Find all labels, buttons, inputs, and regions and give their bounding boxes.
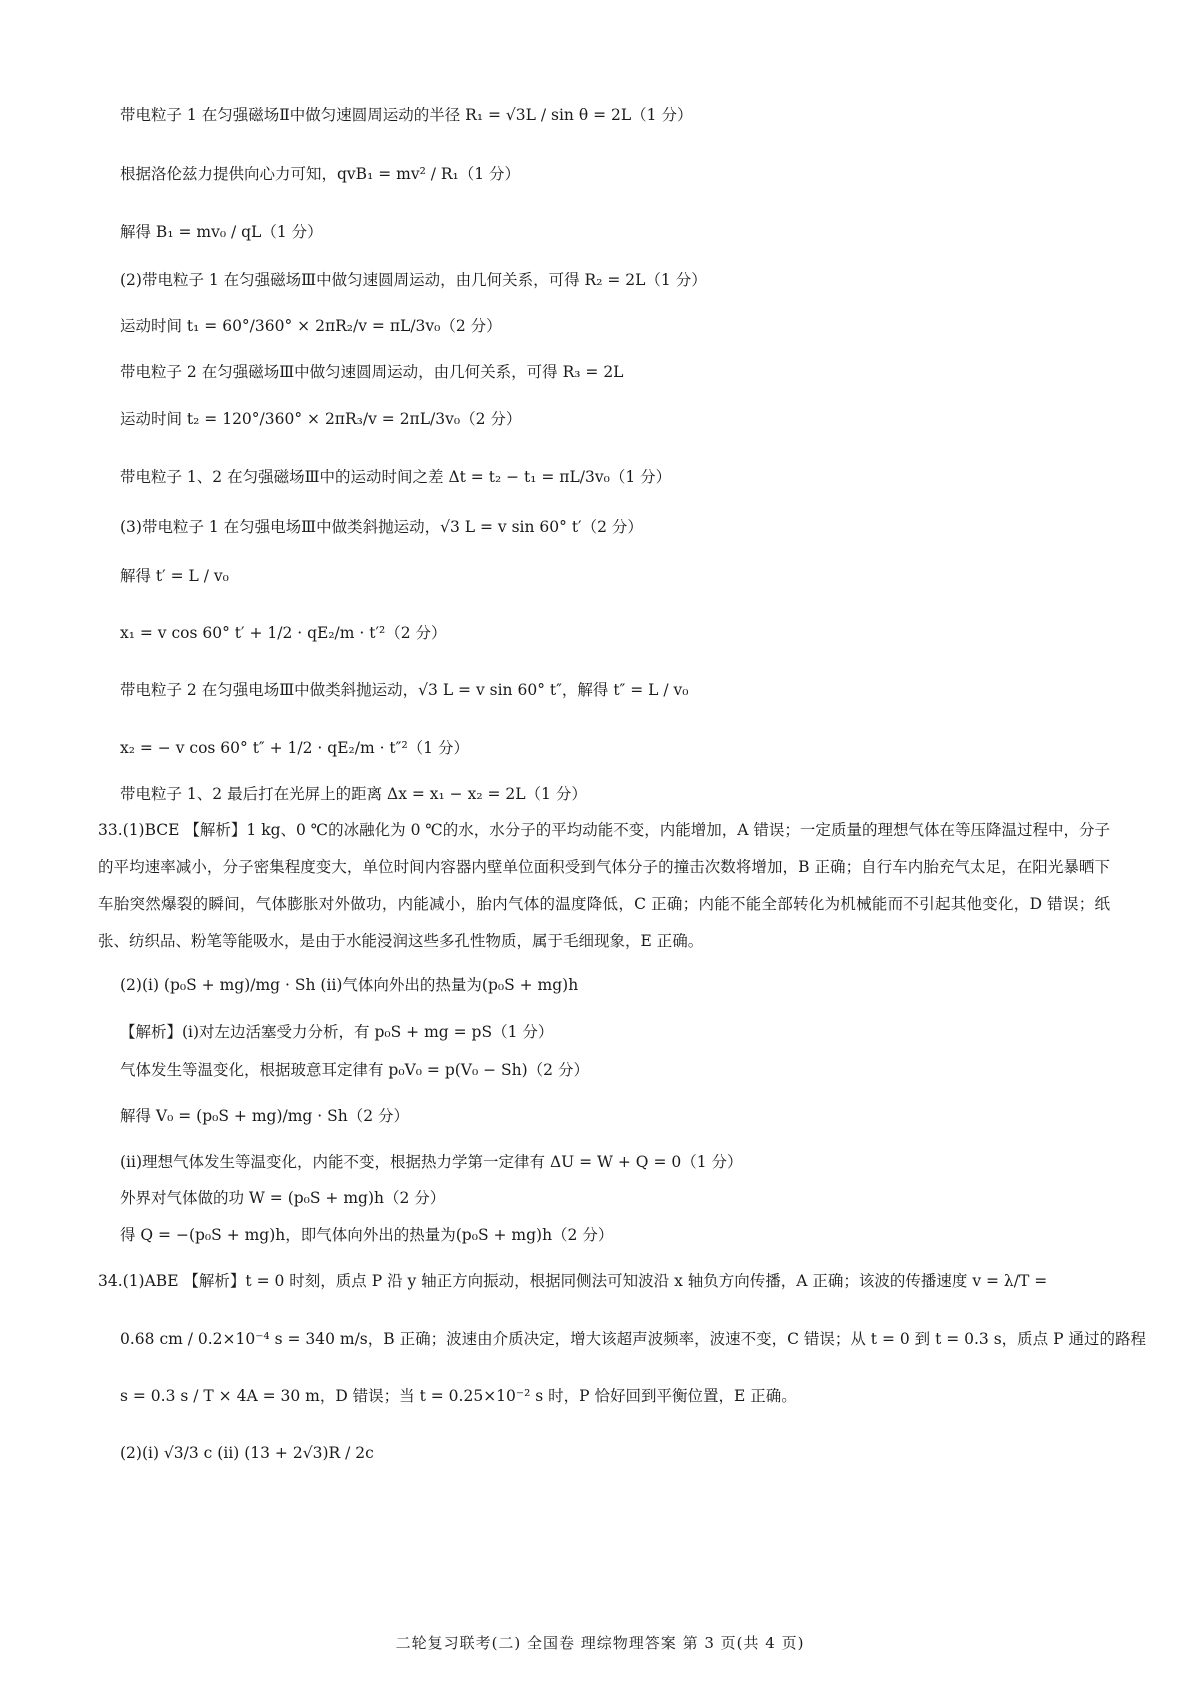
q33-part2-answer: (2)(ⅰ) (p₀S + mg)/mg · Sh (ⅱ)气体向外出的热量为(p₀S + mg)h [120, 976, 579, 994]
q33-analysis-3: 解得 V₀ = (p₀S + mg)/mg · Sh（2 分） [120, 1107, 409, 1125]
line-x1: x₁ = v cos 60° t′ + 1/2 · qE₂/m · t′²（2 分） [120, 624, 447, 642]
page-footer: 二轮复习联考(二) 全国卷 理综物理答案 第 3 页(共 4 页) [395, 1634, 805, 1652]
q33-analysis-2: 气体发生等温变化，根据玻意耳定律有 p₀V₀ = p(V₀ − Sh)（2 分） [120, 1061, 589, 1079]
q33-analysis-1: 【解析】(ⅰ)对左边活塞受力分析，有 p₀S + mg = pS（1 分） [120, 1023, 554, 1041]
line-t-prime: 解得 t′ = L / v₀ [120, 567, 229, 585]
q33-part1: 33.(1)BCE 【解析】1 kg、0 ℃的冰融化为 0 ℃的水，水分子的平均动能不变，内能增加，A 错误；一定质量的理想气体在等压降温过程中，分子的平均速率减小，分子密集程度变大，单位时间内容器内壁单位面积受到气体分子的撞击次数将增加，B 正确；自行车内胎充气太足，在阳光暴晒下车胎突然爆裂的瞬间，气体膨胀对外做功，内能减小，胎内气体的温度降低，C 正确；内能不能全部转化为机械能而不引起其他变化，D 错误；纸张、纺织品、粉笔等能吸水，是由于水能浸润这些多孔性物质，属于毛细现象，E 正确。 [98, 821, 1110, 950]
q33-analysis-5: 外界对气体做的功 W = (p₀S + mg)h（2 分） [120, 1189, 446, 1207]
line-r3: 带电粒子 2 在匀强磁场Ⅲ中做匀速圆周运动，由几何关系，可得 R₃ = 2L [120, 363, 624, 381]
line-t1: 运动时间 t₁ = 60°/360° × 2πR₂/v = πL/3v₀（2 分） [120, 317, 502, 335]
line-x2: x₂ = − v cos 60° t″ + 1/2 · qE₂/m · t″²（1 分） [120, 739, 469, 757]
q33-analysis-6: 得 Q = −(p₀S + mg)h，即气体向外出的热量为(p₀S + mg)h（2 分） [120, 1226, 614, 1244]
line-t2: 运动时间 t₂ = 120°/360° × 2πR₃/v = 2πL/3v₀（2 分） [120, 410, 522, 428]
line-r1: 带电粒子 1 在匀强磁场Ⅱ中做匀速圆周运动的半径 R₁ = √3L / sin θ = 2L（1 分） [120, 106, 693, 124]
line-delta-x: 带电粒子 1、2 最后打在光屏上的距离 Δx = x₁ − x₂ = 2L（1 分） [120, 785, 587, 803]
q34-line-4: (2)(ⅰ) √3/3 c (ⅱ) (13 + 2√3)R / 2c [120, 1444, 374, 1462]
line-b1: 解得 B₁ = mv₀ / qL（1 分） [120, 223, 323, 241]
line-lorentz: 根据洛伦兹力提供向心力可知，qvB₁ = mv² / R₁（1 分） [120, 165, 521, 183]
line-particle2-field: 带电粒子 2 在匀强电场Ⅲ中做类斜抛运动，√3 L = v sin 60° t″，解得 t″ = L / v₀ [120, 681, 689, 699]
q34-line-3: s = 0.3 s / T × 4A = 30 m，D 错误；当 t = 0.25×10⁻² s 时，P 恰好回到平衡位置，E 正确。 [120, 1387, 797, 1405]
line-part2-r2: (2)带电粒子 1 在匀强磁场Ⅲ中做匀速圆周运动，由几何关系，可得 R₂ = 2L（1 分） [120, 271, 707, 289]
q34-line-2: 0.68 cm / 0.2×10⁻⁴ s = 340 m/s，B 正确；波速由介质决定，增大该超声波频率，波速不变，C 错误；从 t = 0 到 t = 0.3 s，质点 P 通过的路程 [120, 1330, 1146, 1348]
line-delta-t: 带电粒子 1、2 在匀强磁场Ⅲ中的运动时间之差 Δt = t₂ − t₁ = πL/3v₀（1 分） [120, 468, 672, 486]
q34-line-1: 34.(1)ABE 【解析】t = 0 时刻，质点 P 沿 y 轴正方向振动，根据同侧法可知波沿 x 轴负方向传播，A 正确；该波的传播速度 v = λ/T = [98, 1272, 1048, 1290]
q33-analysis-4: (ⅱ)理想气体发生等温变化，内能不变，根据热力学第一定律有 ΔU = W + Q = 0（1 分） [120, 1153, 743, 1171]
line-part3: (3)带电粒子 1 在匀强电场Ⅲ中做类斜抛运动，√3 L = v sin 60° t′（2 分） [120, 518, 643, 536]
